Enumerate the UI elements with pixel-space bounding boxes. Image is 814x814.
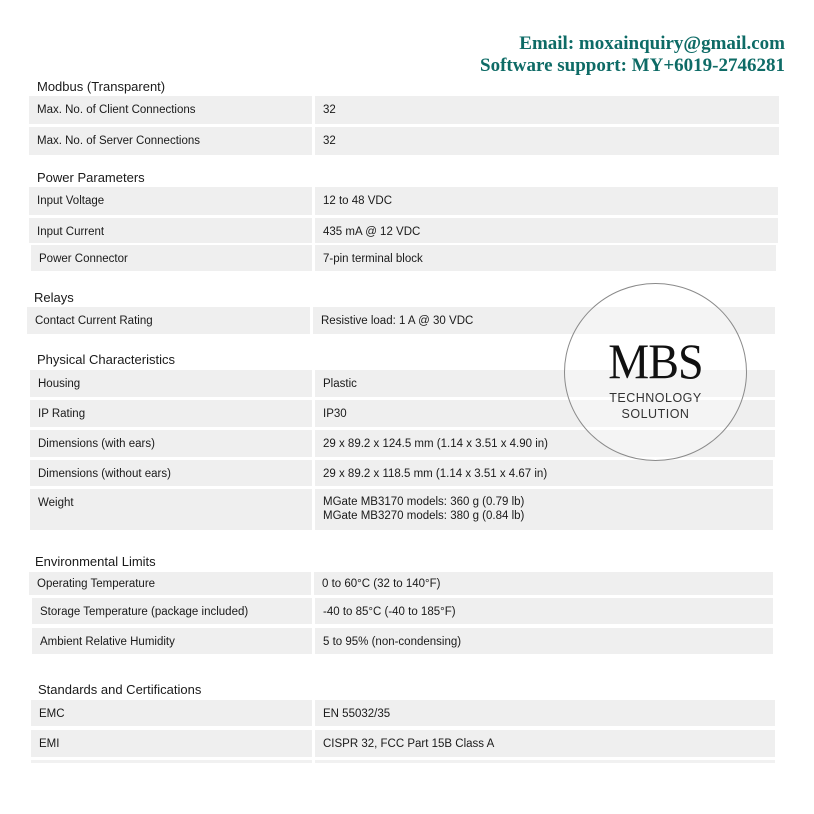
spec-label: Weight bbox=[30, 489, 312, 530]
table-cut-edge bbox=[31, 760, 312, 763]
section-title-standards: Standards and Certifications bbox=[38, 682, 202, 697]
spec-value: EN 55032/35 bbox=[315, 700, 775, 726]
spec-label: Input Current bbox=[29, 218, 312, 243]
section-title-environmental: Environmental Limits bbox=[35, 554, 156, 569]
spec-label: Max. No. of Server Connections bbox=[29, 127, 312, 155]
spec-label: Max. No. of Client Connections bbox=[29, 96, 312, 124]
watermark-line-2: SOLUTION bbox=[621, 407, 690, 421]
spec-value: 435 mA @ 12 VDC bbox=[315, 218, 778, 243]
spec-value: CISPR 32, FCC Part 15B Class A bbox=[315, 730, 775, 757]
spec-value: 12 to 48 VDC bbox=[315, 187, 778, 215]
spec-label: Input Voltage bbox=[29, 187, 312, 215]
section-title-physical: Physical Characteristics bbox=[37, 352, 175, 367]
section-title-modbus: Modbus (Transparent) bbox=[37, 79, 166, 94]
spec-value: 32 bbox=[315, 127, 779, 155]
spec-label: Storage Temperature (package included) bbox=[32, 598, 312, 624]
spec-label: Dimensions (with ears) bbox=[30, 430, 312, 457]
spec-value: -40 to 85°C (-40 to 185°F) bbox=[315, 598, 773, 624]
spec-label: Contact Current Rating bbox=[27, 307, 310, 334]
spec-label: Power Connector bbox=[31, 245, 312, 271]
spec-value: Plastic bbox=[315, 370, 775, 397]
spec-value: 29 x 89.2 x 118.5 mm (1.14 x 3.51 x 4.67 in) bbox=[315, 460, 773, 486]
mbs-watermark-logo bbox=[564, 283, 747, 461]
spec-label: Housing bbox=[30, 370, 312, 397]
spec-value: 7-pin terminal block bbox=[315, 245, 776, 271]
table-cut-edge bbox=[315, 760, 775, 763]
contact-support-phone: Software support: MY+6019-2746281 bbox=[480, 55, 785, 76]
spec-label: Dimensions (without ears) bbox=[30, 460, 312, 486]
section-title-power: Power Parameters bbox=[37, 170, 145, 185]
watermark-logo-text: MBS bbox=[608, 333, 703, 389]
spec-label: IP Rating bbox=[30, 400, 312, 427]
spec-value: IP30 bbox=[315, 400, 775, 427]
spec-value: 32 bbox=[315, 96, 779, 124]
spec-value: 5 to 95% (non-condensing) bbox=[315, 628, 773, 654]
spec-label: Ambient Relative Humidity bbox=[32, 628, 312, 654]
spec-label: EMC bbox=[31, 700, 312, 726]
spec-value: Resistive load: 1 A @ 30 VDC bbox=[313, 307, 775, 334]
watermark-line-1: TECHNOLOGY bbox=[609, 391, 702, 405]
section-title-relays: Relays bbox=[34, 290, 74, 305]
spec-value: 0 to 60°C (32 to 140°F) bbox=[314, 572, 773, 595]
spec-value: MGate MB3170 models: 360 g (0.79 lb) MGate MB3270 models: 380 g (0.84 lb) bbox=[315, 489, 773, 530]
contact-email: Email: moxainquiry@gmail.com bbox=[519, 33, 785, 54]
spec-value: 29 x 89.2 x 124.5 mm (1.14 x 3.51 x 4.90 in) bbox=[315, 430, 775, 457]
spec-label: Operating Temperature bbox=[29, 572, 311, 595]
spec-label: EMI bbox=[31, 730, 312, 757]
